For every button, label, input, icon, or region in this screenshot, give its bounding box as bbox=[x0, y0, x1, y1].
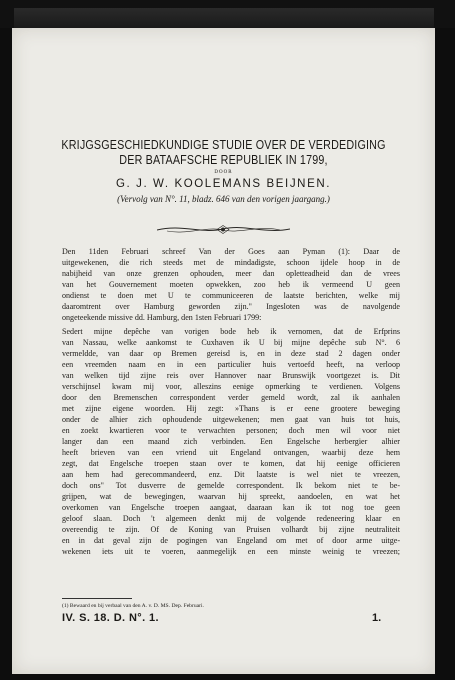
text-line: langer dan een maand zich verbinden. Een Engelsche herbergier alhier bbox=[62, 437, 400, 446]
text-line: onder de alhier zich ophoudende uitgewekenen; men gaat van huis tot huis, bbox=[62, 415, 400, 424]
text-line: overkomen van Engelsche troepen aangaat, daaraan kan ik tot nog toe geen bbox=[62, 503, 400, 512]
paragraph-1 bbox=[62, 246, 400, 323]
paragraph-2 bbox=[62, 326, 400, 557]
article-header bbox=[12, 138, 435, 205]
text-line: aan hem had gerecommandeerd, enz. Dit laatste is wel niet te vreezen, bbox=[62, 470, 400, 479]
article-subtitle: (Vervolg van N°. 11, bladz. 646 van den vorigen jaargang.) bbox=[117, 194, 330, 204]
text-line: door den Bremenschen correspondent verder gemeld wordt, zal ik aanhalen bbox=[62, 393, 400, 402]
text-line: vermeldde, van daar op Bremen gereisd is, en in deze stad 2 dagen onder bbox=[62, 349, 400, 358]
signature-number: 1. bbox=[372, 612, 382, 624]
text-line: ongeteekende missive dd. Hamburg, den 1sten Februari 1799: bbox=[62, 313, 262, 322]
text-line: ondienst te doen met U te communiceeren de laatste berichten, welke mij bbox=[62, 291, 400, 300]
byline-door: DOOR bbox=[214, 170, 233, 175]
text-line: van Nassau, welke aankomst te Cuxhaven ik U bij mijne depêche sub N°. 6 bbox=[62, 338, 400, 347]
text-line: overeendig te zijn. Of de Koning van Pruisen volhardt bij zijne neutraliteit bbox=[62, 525, 400, 534]
ornament-divider bbox=[157, 221, 290, 237]
dark-scan-border bbox=[0, 0, 455, 28]
text-line: Sedert mijne depêche van vorigen bode heb ik vernomen, dat de Erfprins bbox=[62, 327, 400, 336]
article-title-line1: KRIJGSGESCHIEDKUNDIGE STUDIE OVER DE VERDEDIGING bbox=[61, 138, 386, 152]
text-line: een vreemden naam en in een particulier huis vertoefd heeft, na verloop bbox=[62, 360, 400, 369]
article-body bbox=[62, 246, 400, 557]
footnote-rule bbox=[62, 598, 132, 599]
text-line: Den 11den Februari schreef Van der Goes aan Pyman (1): Daar de bbox=[62, 247, 400, 256]
text-line: wekenen iets uit te voeren, aanmegelijk en een minste weinig te vreezen; bbox=[62, 547, 400, 556]
text-line: en in dat geval zijn de pogingen van Engeland om met of door arme uitge- bbox=[62, 536, 400, 545]
text-line: nabijheid van onze grenzen ophouden, meer dan opletteadheid dan de vrees bbox=[62, 269, 400, 278]
text-line: grijpen, wat de bewegingen, waarvan hij spreekt, aandoelen, en wat het bbox=[62, 492, 400, 501]
article-title-line2: DER BATAAFSCHE REPUBLIEK IN 1799, bbox=[119, 153, 328, 167]
text-line: doch ons" Tot dusverre de gemelde correspondent. Ik bekom niet te be- bbox=[62, 481, 400, 490]
text-line: van welken tijd zijne reis over Hannover naar Brunswijk voortgezet is. Dit bbox=[62, 371, 400, 380]
text-line: verschijnsel kwam mij voor, alleszins eenige opmerking te verdienen. Volgens bbox=[62, 382, 400, 391]
document-page bbox=[12, 28, 435, 674]
book-edge bbox=[14, 8, 434, 29]
footnote: (1) Bewaard en bij verbaal van den A. v. D. MS. Dep. Februari. bbox=[62, 603, 204, 609]
text-line: uitgewekenen, die rich steeds met de mindadigste, schoon ijdele hoop in de bbox=[62, 258, 400, 267]
text-line: en zoekt kwartieren voor te verwachten personen; doch men wil voor niet bbox=[62, 426, 400, 435]
text-line: van het Gouvernement moeten opwekken, zoo heb ik vermeend U geen bbox=[62, 280, 400, 289]
author-name: G. J. W. KOOLEMANS BEIJNEN. bbox=[115, 178, 332, 190]
text-line: geloof slaan. Doch 't algemeen denkt mij de volgende redeneering klaar en bbox=[62, 514, 400, 523]
text-line: daaromtrent over Hamburg geworden zijn." Ingesloten was de navolgende bbox=[62, 302, 400, 311]
text-line: heeft brieven van een vriend uit Engeland ontvangen, waarbij deze hem bbox=[62, 448, 400, 457]
signature-mark: IV. S. 18. D. N°. 1. bbox=[62, 612, 159, 624]
text-line: met zijne eigene woorden. Hij zegt: »Thans is er eene grootere beweging bbox=[62, 404, 400, 413]
text-line: zegt, dat Engelsche troepen staan over te komen, dat hij eenige officieren bbox=[62, 459, 400, 468]
